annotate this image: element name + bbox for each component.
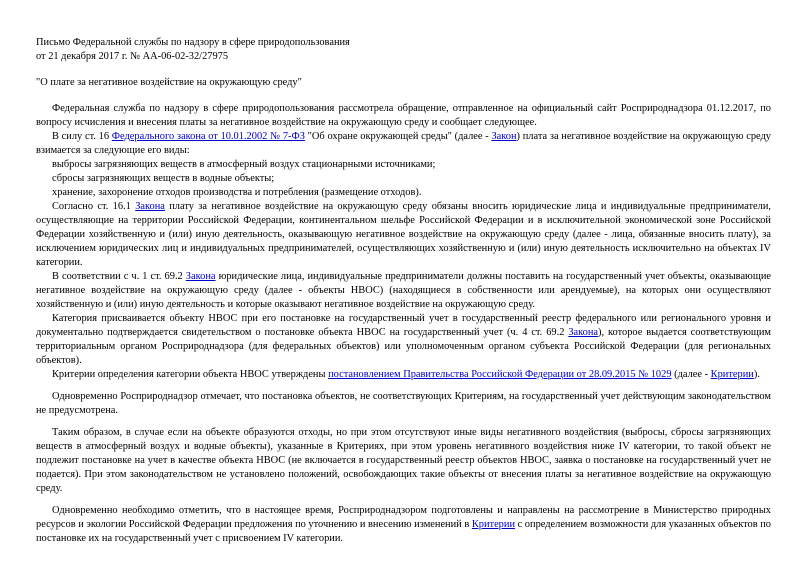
criteria-link[interactable]: Критерии xyxy=(471,519,515,530)
list-item-emissions: выбросы загрязняющих веществ в атмосферный воздух стационарными источниками; xyxy=(52,159,436,170)
government-decree-link[interactable]: постановлением Правительства Российской Федерации от 28.09.2015 № 1029 xyxy=(328,369,672,380)
paragraph-5-text-1: Категория присваивается объекту НВОС при его постановке на государственный учет в государственный реестр федерального или регионального уровня и документально подтверждается свидетельством о постановке объекта НВОС на государственный учет (ч. 4 ст. 69.2 xyxy=(36,313,771,338)
paragraph-6-text-3: ). xyxy=(753,369,760,380)
paragraph-2-text-3: ) плата за негативное воздействие на окружающую среду взимается за следующие его виды: xyxy=(36,131,771,156)
paragraph-6-text-1: Критерии определения категории объекта НВОС утверждены xyxy=(52,369,329,380)
paragraph-5 xyxy=(36,312,771,368)
list-item-waste: хранение, захоронение отходов производства и потребления (размещение отходов). xyxy=(52,187,422,198)
paragraph-9 xyxy=(36,504,771,546)
paragraph-3-text-1: Согласно ст. 16.1 xyxy=(52,201,136,212)
paragraph-6-text-2: (далее - xyxy=(671,369,711,380)
document-title-line-2: от 21 декабря 2017 г. № АА-06-02-32/27975 xyxy=(36,51,229,62)
paragraph-5-text-2: ), которое выдается соответствующим территориальным органом Росприроднадзора (для федеральных объектов) или уполномоченным органом субъекта Российской Федерации (для региональных объектов). xyxy=(36,327,771,366)
paragraph-6 xyxy=(36,368,771,382)
paragraph-3-text-2: плату за негативное воздействие на окружающую среду обязаны вносить юридические лица и индивидуальные предприниматели, осуществляющие на территории Российской Федерации, континентальном шельфе Российской Федерации и в исключительной экономической зоне Российской Федерации хозяйственную и (или) иную деятельность, оказывающую негативное воздействие на окружающую среду (далее - лица, обязанные вносить плату), за исключением юридических лиц и индивидуальных предпринимателей, осуществляющих хозяйственную и (или) иную деятельность исключительно на объектах IV категории. xyxy=(36,201,771,268)
paragraph-2 xyxy=(36,130,771,158)
paragraph-9-text-1: Одновременно необходимо отметить, что в настоящее время, Росприроднадзором подготовлены и направлены на рассмотрение в Министерство природных ресурсов и экологии Российской Федерации предложения по уточнению и внесению изменений в xyxy=(36,505,771,530)
paragraph-2-text-2: "Об охране окружающей среды" (далее - xyxy=(304,131,492,142)
law-link[interactable]: Закона xyxy=(568,327,599,338)
paragraph-4-text-2: юридические лица, индивидуальные предприниматели должны поставить на государственный учет объекты, оказывающие негативное воздействие на окружающую среду (далее - объекты НВОС) (находящиеся в собственности или арендуемые), на которых они осуществляют хозяйственную и (или) иную деятельность и которые оказывают негативное воздействие на окружающую среду. xyxy=(36,271,771,310)
document-title-line-1: Письмо Федеральной службы по надзору в сфере природопользования xyxy=(36,37,350,48)
criteria-link[interactable]: Критерии xyxy=(710,369,754,380)
paragraph-9-text-2: с определением возможности для указанных объектов по постановке их на государственный учет с присвоением IV категории. xyxy=(36,519,771,544)
list-item-discharges: сбросы загрязняющих веществ в водные объекты; xyxy=(52,173,275,184)
paragraph-7: Одновременно Росприроднадзор отмечает, что постановка объектов, не соответствующих Критериям, на государственный учет действующим законодательством не предусмотрена. xyxy=(36,391,771,416)
document-subject: "О плате за негативное воздействие на окружающую среду" xyxy=(36,77,302,88)
law-link[interactable]: Закон xyxy=(491,131,517,142)
paragraph-1: Федеральная служба по надзору в сфере природопользования рассмотрела обращение, отправленное на официальный сайт Росприроднадзора 01.12.2017, по вопросу исчисления и внесения платы за негативное воздействие на окружающую среду и сообщает следующее. xyxy=(36,103,771,128)
paragraph-4 xyxy=(36,270,771,312)
paragraph-4-text-1: В соответствии с ч. 1 ст. 69.2 xyxy=(52,271,186,282)
law-link[interactable]: Закона xyxy=(185,271,216,282)
paragraph-8: Таким образом, в случае если на объекте образуются отходы, но при этом отсутствуют иные виды негативного воздействия (выбросы, сбросы загрязняющих веществ в атмосферный воздух и водные объекты), указанные в Критериях, при этом уровень негативного воздействия ниже IV категории, то такой объект не подлежит постановке на учет в качестве объекта НВОС (не включается в государственный реестр объектов НВОС, заявка о постановке на государственный учет не подается). При этом законодательством не установлено положений, освобождающих такие объекты от внесения платы за негативное воздействие на окружающую среду. xyxy=(36,427,771,494)
federal-law-link[interactable]: Федерального закона от 10.01.2002 № 7-ФЗ xyxy=(111,131,305,142)
paragraph-2-text-1: В силу ст. 16 xyxy=(52,131,112,142)
paragraph-3 xyxy=(36,200,771,270)
law-link[interactable]: Закона xyxy=(135,201,165,212)
